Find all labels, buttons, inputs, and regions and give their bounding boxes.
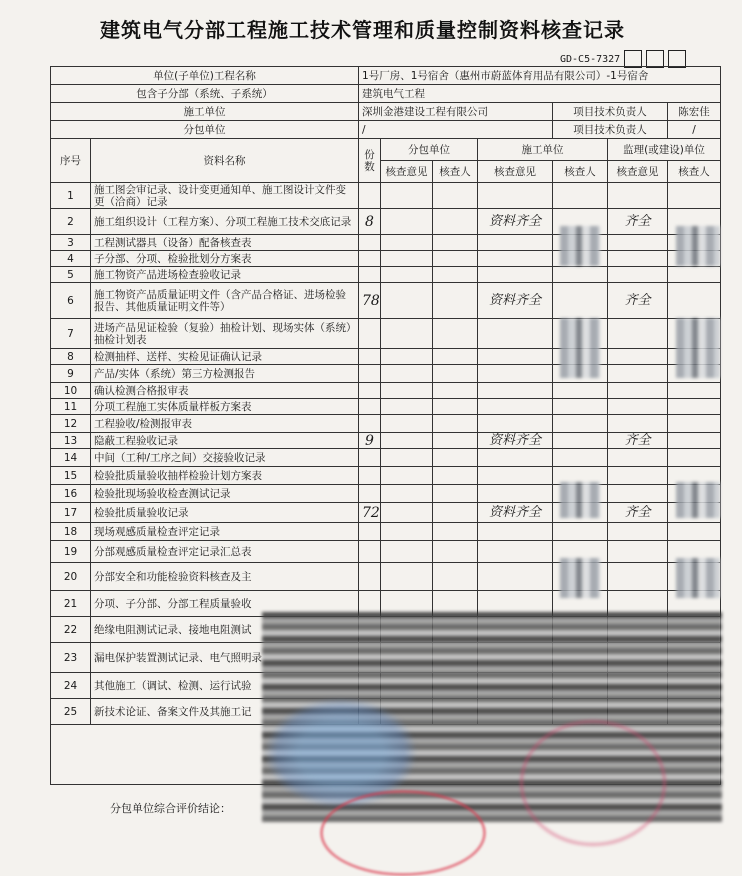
row-contractor-opinion <box>478 415 553 433</box>
row-contractor-opinion <box>478 449 553 467</box>
row-contractor-checker <box>553 449 608 467</box>
table-row <box>51 503 721 523</box>
tech-lead-label: 项目技术负责人 <box>553 103 668 121</box>
row-seq: 10 <box>51 383 91 399</box>
redacted-block <box>676 558 720 598</box>
row-contractor-checker <box>553 433 608 449</box>
row-sub-opinion <box>381 267 433 283</box>
row-supervisor-opinion <box>608 467 668 485</box>
row-sub-opinion <box>381 563 433 591</box>
row-count <box>359 563 381 591</box>
row-count <box>359 541 381 563</box>
row-sub-checker <box>433 563 478 591</box>
row-contractor-opinion <box>478 319 553 349</box>
row-name: 检验批质量验收记录 <box>91 503 359 523</box>
row-name: 检验批现场验收检查测试记录 <box>91 485 359 503</box>
row-contractor-opinion <box>478 541 553 563</box>
unit-value: 1号厂房、1号宿舍（惠州市蔚蓝体育用品有限公司）-1号宿舍 <box>359 67 721 85</box>
table-row <box>51 383 721 399</box>
row-contractor-opinion <box>478 235 553 251</box>
subcontractor-label: 分包单位 <box>51 121 359 139</box>
row-seq: 4 <box>51 251 91 267</box>
row-supervisor-checker <box>668 267 721 283</box>
row-name: 检测抽样、送样、实检见证确认记录 <box>91 349 359 365</box>
row-sub-checker <box>433 503 478 523</box>
table-row <box>51 563 721 591</box>
row-supervisor-checker <box>668 183 721 209</box>
contractor-label: 施工单位 <box>51 103 359 121</box>
sub-label: 包含子分部（系统、子系统） <box>51 85 359 103</box>
row-supervisor-checker <box>668 415 721 433</box>
row-supervisor-opinion: 齐全 <box>608 283 668 319</box>
row-name: 子分部、分项、检验批划分方案表 <box>91 251 359 267</box>
row-sub-opinion <box>381 183 433 209</box>
row-count <box>359 349 381 365</box>
row-count <box>359 365 381 383</box>
contractor-value: 深圳金港建设工程有限公司 <box>359 103 553 121</box>
row-contractor-opinion <box>478 399 553 415</box>
row-sub-checker <box>433 383 478 399</box>
row-sub-opinion <box>381 251 433 267</box>
row-sub-opinion <box>381 433 433 449</box>
footer-label: 分包单位综合评价结论： <box>110 802 231 815</box>
tech-lead-label-2: 项目技术负责人 <box>553 121 668 139</box>
row-sub-checker <box>433 251 478 267</box>
row-supervisor-opinion <box>608 183 668 209</box>
row-count <box>359 399 381 415</box>
row-contractor-opinion <box>478 383 553 399</box>
row-seq: 15 <box>51 467 91 485</box>
row-sub-opinion <box>381 541 433 563</box>
row-sub-checker <box>433 467 478 485</box>
row-sub-opinion <box>381 283 433 319</box>
row-seq: 21 <box>51 591 91 617</box>
row-sub-opinion <box>381 209 433 235</box>
row-sub-opinion <box>381 383 433 399</box>
row-sub-opinion <box>381 523 433 541</box>
row-sub-checker <box>433 541 478 563</box>
row-sub-checker <box>433 433 478 449</box>
row-contractor-opinion <box>478 183 553 209</box>
row-supervisor-opinion <box>608 383 668 399</box>
row-name: 分项、子分部、分部工程质量验收 <box>91 591 359 617</box>
row-name: 进场产品见证检验（复验）抽检计划、现场实体（系统）抽检计划表 <box>91 319 359 349</box>
row-contractor-opinion <box>478 523 553 541</box>
row-supervisor-checker <box>668 283 721 319</box>
row-name: 施工组织设计（工程方案）、分项工程施工技术交底记录 <box>91 209 359 235</box>
header-count: 份数 <box>359 139 381 183</box>
row-count: 78 <box>359 283 381 319</box>
row-sub-checker <box>433 365 478 383</box>
row-contractor-opinion: 资料齐全 <box>478 433 553 449</box>
redacted-block <box>676 482 720 518</box>
row-count <box>359 383 381 399</box>
row-contractor-checker <box>553 415 608 433</box>
row-sub-checker <box>433 449 478 467</box>
table-row <box>51 209 721 235</box>
row-name: 新技术论证、备案文件及其施工记 <box>91 699 359 725</box>
row-seq: 8 <box>51 349 91 365</box>
row-name: 分项工程施工实体质量样板方案表 <box>91 399 359 415</box>
table-row <box>51 467 721 485</box>
row-seq: 9 <box>51 365 91 383</box>
table-row <box>51 365 721 383</box>
row-seq: 22 <box>51 617 91 643</box>
page-title: 建筑电气分部工程施工技术管理和质量控制资料核查记录 <box>100 18 625 42</box>
row-seq: 23 <box>51 643 91 673</box>
table-row <box>51 449 721 467</box>
row-count <box>359 251 381 267</box>
row-name: 绝缘电阻测试记录、接地电阻测试 <box>91 617 359 643</box>
row-supervisor-opinion <box>608 251 668 267</box>
row-count <box>359 485 381 503</box>
row-contractor-checker <box>553 399 608 415</box>
row-name: 隐蔽工程验收记录 <box>91 433 359 449</box>
row-sub-checker <box>433 235 478 251</box>
table-row <box>51 267 721 283</box>
row-name: 分部安全和功能检验资料核查及主 <box>91 563 359 591</box>
row-count: 8 <box>359 209 381 235</box>
header-sub-unit: 分包单位 <box>381 139 478 161</box>
table-row <box>51 485 721 503</box>
table-row <box>51 433 721 449</box>
tech-lead-value-2: / <box>668 121 721 139</box>
row-contractor-opinion <box>478 267 553 283</box>
redacted-block <box>560 482 600 518</box>
row-contractor-opinion <box>478 563 553 591</box>
row-sub-checker <box>433 415 478 433</box>
sub-value: 建筑电气工程 <box>359 85 721 103</box>
header-checker: 核查人 <box>668 161 721 183</box>
row-name: 施工物资产品进场检查验收记录 <box>91 267 359 283</box>
row-contractor-opinion: 资料齐全 <box>478 503 553 523</box>
row-supervisor-opinion <box>608 349 668 365</box>
table-row <box>51 523 721 541</box>
row-sub-opinion <box>381 235 433 251</box>
row-sub-opinion <box>381 365 433 383</box>
row-sub-opinion <box>381 503 433 523</box>
row-contractor-checker <box>553 267 608 283</box>
table-row <box>51 349 721 365</box>
row-seq: 17 <box>51 503 91 523</box>
row-supervisor-opinion: 齐全 <box>608 209 668 235</box>
row-contractor-checker <box>553 183 608 209</box>
table-row <box>51 251 721 267</box>
tech-lead-value: 陈宏佳 <box>668 103 721 121</box>
row-name: 中间（工种/工序之间）交接验收记录 <box>91 449 359 467</box>
row-supervisor-opinion <box>608 319 668 349</box>
row-supervisor-opinion <box>608 415 668 433</box>
row-name: 检验批质量验收抽样检验计划方案表 <box>91 467 359 485</box>
row-supervisor-checker <box>668 523 721 541</box>
row-seq: 2 <box>51 209 91 235</box>
row-supervisor-opinion <box>608 399 668 415</box>
row-sub-checker <box>433 209 478 235</box>
row-supervisor-opinion <box>608 563 668 591</box>
row-name: 确认检测合格报审表 <box>91 383 359 399</box>
row-sub-opinion <box>381 449 433 467</box>
row-count <box>359 449 381 467</box>
row-name: 施工物资产品质量证明文件（含产品合格证、进场检验报告、其他质量证明文件等） <box>91 283 359 319</box>
table-row <box>51 399 721 415</box>
row-supervisor-opinion <box>608 485 668 503</box>
redacted-block <box>560 558 600 598</box>
row-sub-opinion <box>381 399 433 415</box>
header-name: 资料名称 <box>91 139 359 183</box>
header-opinion: 核查意见 <box>608 161 668 183</box>
row-count: 9 <box>359 433 381 449</box>
redacted-block <box>560 318 600 378</box>
subcontractor-value: / <box>359 121 553 139</box>
row-seq: 3 <box>51 235 91 251</box>
row-supervisor-opinion <box>608 365 668 383</box>
row-supervisor-opinion <box>608 267 668 283</box>
row-supervisor-opinion: 齐全 <box>608 433 668 449</box>
row-contractor-opinion <box>478 349 553 365</box>
row-count <box>359 267 381 283</box>
row-contractor-checker <box>553 283 608 319</box>
row-sub-checker <box>433 319 478 349</box>
row-name: 其他施工（调试、检测、运行试验 <box>91 673 359 699</box>
row-contractor-opinion: 资料齐全 <box>478 283 553 319</box>
row-supervisor-checker <box>668 399 721 415</box>
row-supervisor-opinion <box>608 523 668 541</box>
red-stamp <box>320 790 486 876</box>
header-opinion: 核查意见 <box>478 161 553 183</box>
row-sub-opinion <box>381 415 433 433</box>
row-seq: 19 <box>51 541 91 563</box>
redacted-block <box>560 226 600 266</box>
row-name: 施工图会审记录、设计变更通知单、施工图设计文件变更（洽商）记录 <box>91 183 359 209</box>
row-name: 现场观感质量检查评定记录 <box>91 523 359 541</box>
row-sub-opinion <box>381 485 433 503</box>
row-supervisor-opinion: 齐全 <box>608 503 668 523</box>
row-sub-checker <box>433 485 478 503</box>
row-seq: 25 <box>51 699 91 725</box>
row-seq: 7 <box>51 319 91 349</box>
table-row <box>51 283 721 319</box>
row-sub-checker <box>433 267 478 283</box>
row-count <box>359 235 381 251</box>
row-name: 漏电保护装置测试记录、电气照明录 <box>91 643 359 673</box>
row-seq: 6 <box>51 283 91 319</box>
row-sub-checker <box>433 349 478 365</box>
row-contractor-checker <box>553 523 608 541</box>
row-contractor-opinion <box>478 251 553 267</box>
row-supervisor-opinion <box>608 541 668 563</box>
row-seq: 12 <box>51 415 91 433</box>
table-row <box>51 541 721 563</box>
row-count <box>359 523 381 541</box>
header-seq: 序号 <box>51 139 91 183</box>
redacted-block <box>676 318 720 378</box>
row-supervisor-opinion <box>608 449 668 467</box>
row-seq: 16 <box>51 485 91 503</box>
row-contractor-opinion <box>478 365 553 383</box>
row-contractor-opinion <box>478 467 553 485</box>
redacted-block <box>676 226 720 266</box>
row-seq: 13 <box>51 433 91 449</box>
row-seq: 14 <box>51 449 91 467</box>
row-contractor-checker <box>553 383 608 399</box>
row-count: 72 <box>359 503 381 523</box>
row-seq: 18 <box>51 523 91 541</box>
row-seq: 24 <box>51 673 91 699</box>
red-stamp <box>520 720 666 846</box>
row-seq: 1 <box>51 183 91 209</box>
row-sub-checker <box>433 523 478 541</box>
row-contractor-opinion: 资料齐全 <box>478 209 553 235</box>
header-contractor-unit: 施工单位 <box>478 139 608 161</box>
table-row <box>51 415 721 433</box>
row-sub-opinion <box>381 319 433 349</box>
row-sub-opinion <box>381 349 433 365</box>
row-sub-checker <box>433 283 478 319</box>
row-name: 产品/实体（系统）第三方检测报告 <box>91 365 359 383</box>
row-contractor-opinion <box>478 485 553 503</box>
header-checker: 核查人 <box>553 161 608 183</box>
row-count <box>359 467 381 485</box>
row-seq: 5 <box>51 267 91 283</box>
form-code-text: GD-C5-7327 <box>560 53 621 65</box>
row-count <box>359 319 381 349</box>
row-name: 分部观感质量检查评定记录汇总表 <box>91 541 359 563</box>
row-sub-checker <box>433 183 478 209</box>
table-row <box>51 235 721 251</box>
row-sub-opinion <box>381 467 433 485</box>
row-name: 工程验收/检测报审表 <box>91 415 359 433</box>
header-supervisor-unit: 监理(或建设)单位 <box>608 139 721 161</box>
row-supervisor-checker <box>668 433 721 449</box>
row-seq: 11 <box>51 399 91 415</box>
row-count <box>359 415 381 433</box>
row-seq: 20 <box>51 563 91 591</box>
row-sub-checker <box>433 399 478 415</box>
header-checker: 核查人 <box>433 161 478 183</box>
row-name: 工程测试器具（设备）配备核查表 <box>91 235 359 251</box>
table-row <box>51 319 721 349</box>
unit-label: 单位(子单位)工程名称 <box>51 67 359 85</box>
row-supervisor-checker <box>668 383 721 399</box>
header-opinion: 核查意见 <box>381 161 433 183</box>
row-count <box>359 183 381 209</box>
row-supervisor-checker <box>668 449 721 467</box>
table-row <box>51 183 721 209</box>
row-supervisor-opinion <box>608 235 668 251</box>
